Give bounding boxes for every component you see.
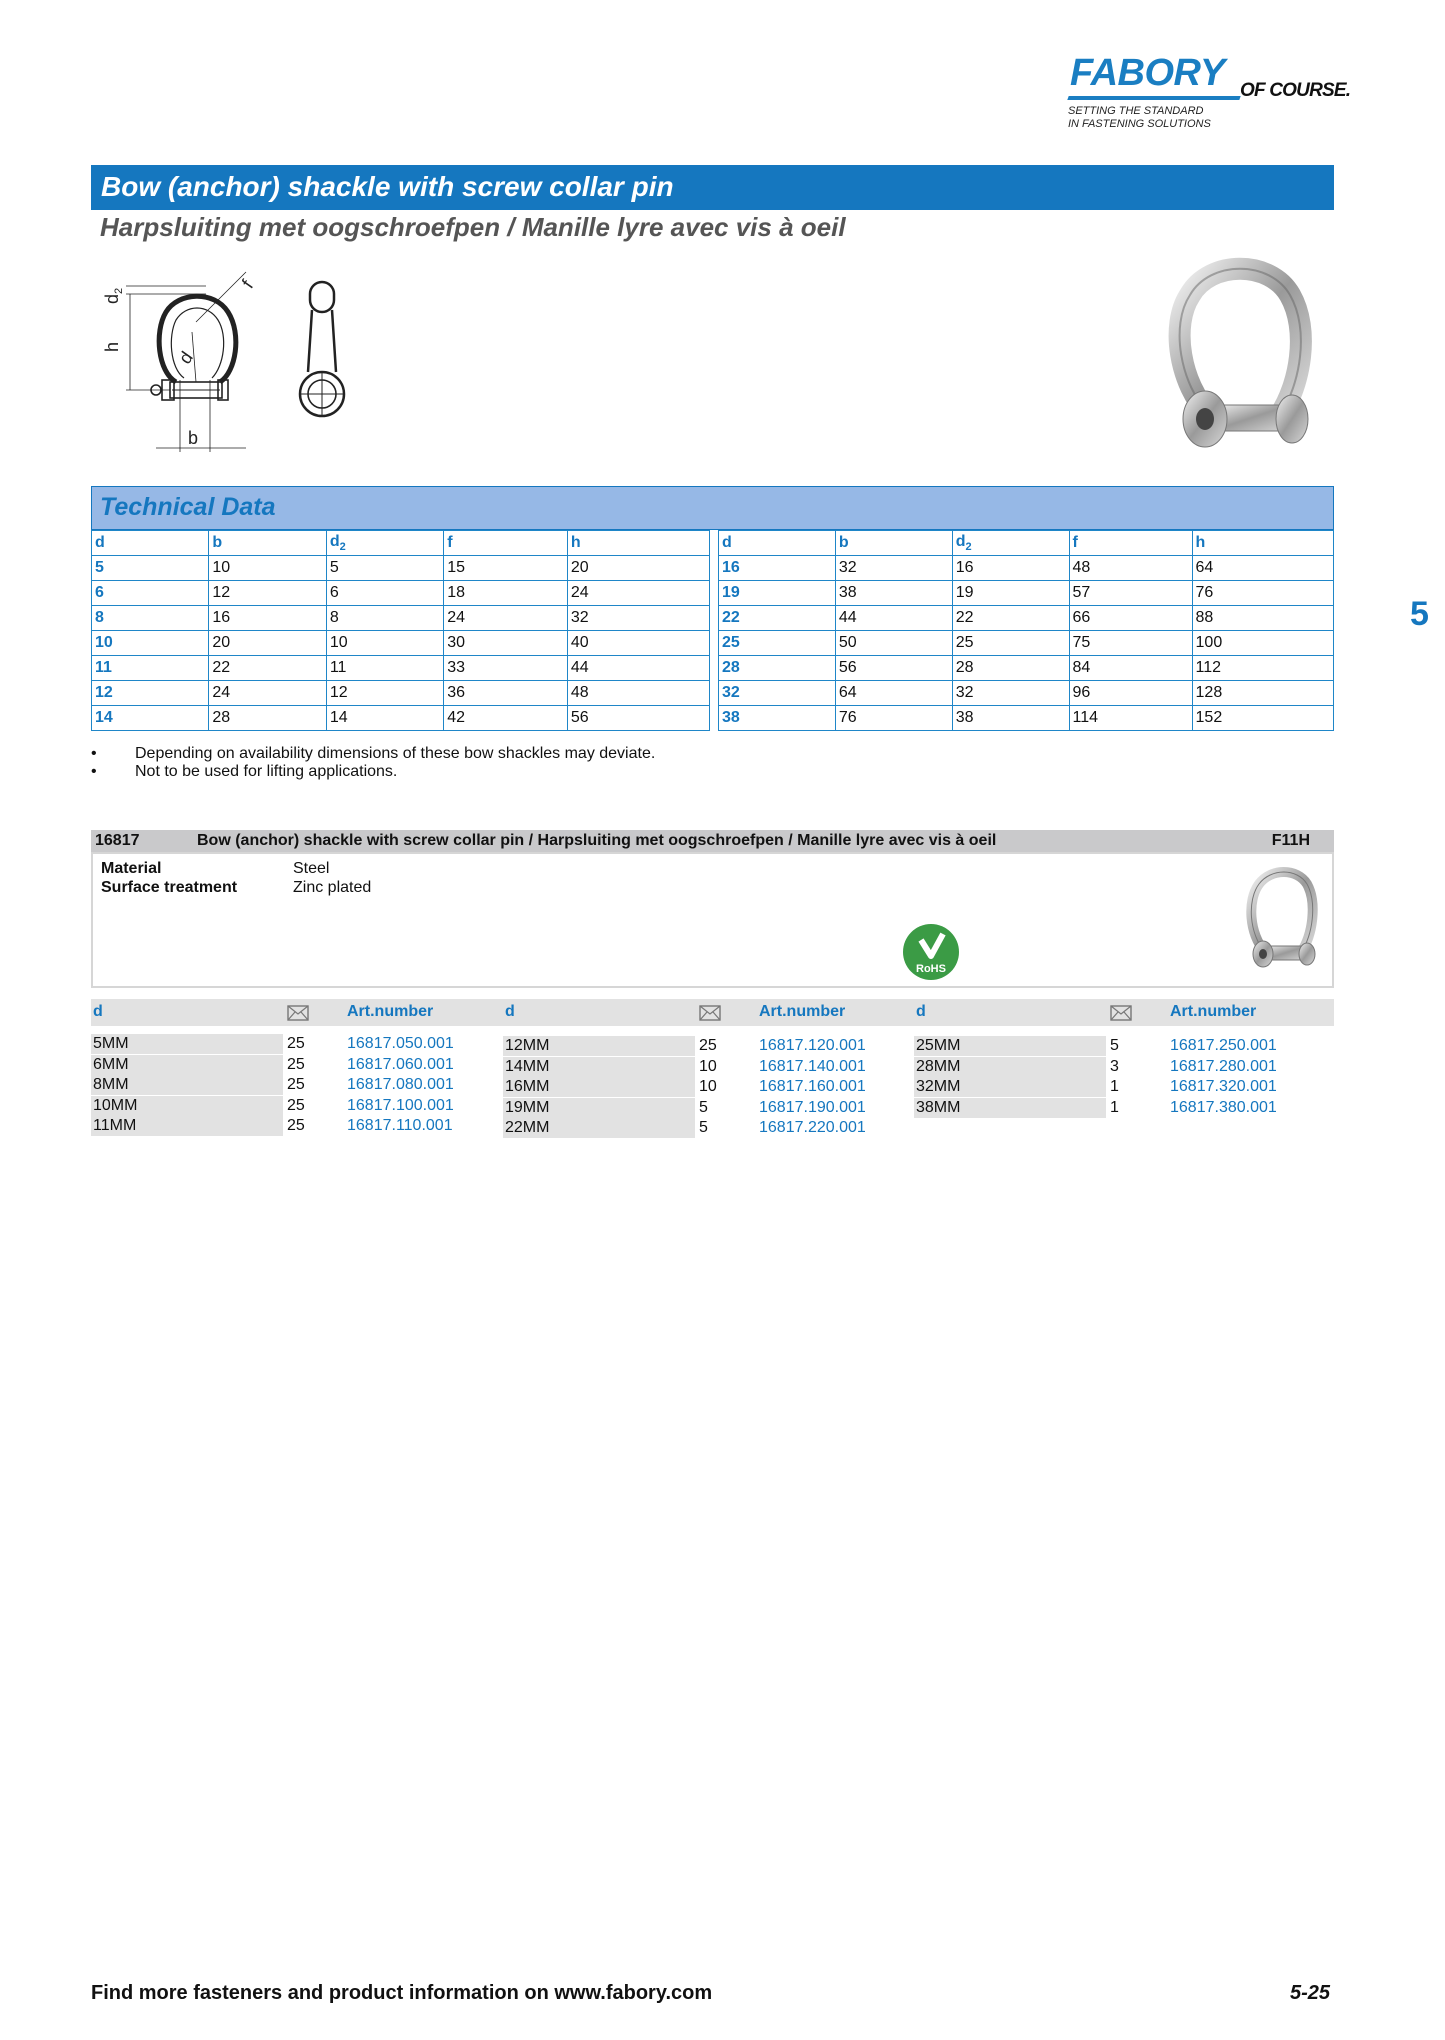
technical-data-header: Technical Data [91, 486, 1334, 530]
table-cell: 12 [209, 581, 326, 606]
column-header: $d_2$ [326, 531, 443, 556]
table-cell: 18 [444, 581, 568, 606]
article-number-link[interactable]: 16817.140.001 [759, 1057, 866, 1075]
table-row [92, 681, 710, 706]
article-number-link[interactable]: 16817.100.001 [347, 1096, 454, 1114]
table-cell: 152 [1192, 706, 1333, 731]
table-row [92, 606, 710, 631]
article-number-link[interactable]: 16817.380.001 [1170, 1098, 1277, 1116]
table-cell: 28 [952, 656, 1069, 681]
page-subtitle: Harpsluiting met oogschroefpen / Manille lyre avec vis à oeil [100, 212, 846, 242]
product-info-box [91, 852, 1334, 988]
drawing-label-f: f [237, 276, 258, 292]
article-quantity: 5 [1110, 1037, 1119, 1054]
technical-table-left [91, 530, 710, 731]
table-cell: 56 [567, 706, 709, 731]
column-header: $d_2$ [952, 531, 1069, 556]
table-cell: 6 [92, 581, 209, 606]
article-number-link[interactable]: 16817.110.001 [347, 1117, 453, 1135]
column-header: f [1069, 531, 1192, 556]
table-cell: 10 [326, 631, 443, 656]
table-cell: 12 [92, 681, 209, 706]
envelope-icon [287, 1005, 309, 1021]
article-number-link[interactable]: 16817.320.001 [1170, 1078, 1277, 1096]
table-row [92, 706, 710, 731]
drawing-label-d: d [174, 347, 197, 368]
table-cell: 76 [1192, 581, 1333, 606]
product-ref: F11H [1271, 832, 1310, 849]
article-quantity: 3 [1110, 1057, 1119, 1075]
article-number-link[interactable]: 16817.060.001 [347, 1055, 454, 1073]
article-size: 28MM [914, 1057, 1106, 1077]
table-cell: 22 [952, 606, 1069, 631]
table-header-row [92, 531, 710, 556]
article-number-link[interactable]: 16817.160.001 [759, 1078, 866, 1096]
article-size: 22MM [503, 1118, 695, 1138]
table-cell: 30 [444, 631, 568, 656]
article-size: 5MM [91, 1034, 283, 1054]
table-row [719, 656, 1334, 681]
table-cell: 25 [952, 631, 1069, 656]
table-cell: 128 [1192, 681, 1333, 706]
table-cell: 36 [444, 681, 568, 706]
notes-list [91, 745, 655, 781]
table-cell: 25 [719, 631, 836, 656]
table-cell: 38 [719, 706, 836, 731]
article-size: 38MM [914, 1098, 1106, 1118]
table-cell: 88 [1192, 606, 1333, 631]
table-row [719, 631, 1334, 656]
article-size: 6MM [91, 1055, 283, 1075]
table-cell: 11 [326, 656, 443, 681]
table-row [92, 556, 710, 581]
table-cell: 48 [567, 681, 709, 706]
note-item: • Not to be used for lifting applications. [91, 763, 398, 780]
table-row [92, 656, 710, 681]
table-cell: 38 [952, 706, 1069, 731]
article-header-number: Art.number [1170, 1003, 1257, 1020]
article-header-d: d [93, 1003, 103, 1020]
article-quantity: 25 [287, 1076, 305, 1094]
table-cell: 19 [719, 581, 836, 606]
table-cell: 28 [719, 656, 836, 681]
column-header: f [444, 531, 568, 556]
table-cell: 40 [567, 631, 709, 656]
article-size: 19MM [503, 1098, 695, 1118]
logo-slogan: OF COURSE. [1240, 80, 1351, 101]
table-cell: 10 [209, 556, 326, 581]
article-header-d: d [505, 1003, 515, 1020]
article-size: 11MM [91, 1116, 283, 1136]
table-cell: 22 [209, 656, 326, 681]
table-cell: 76 [835, 706, 952, 731]
shackle-technical-drawing [96, 262, 386, 462]
table-row [719, 606, 1334, 631]
article-size: 32MM [914, 1077, 1106, 1097]
table-cell: 66 [1069, 606, 1192, 631]
table-cell: 19 [952, 581, 1069, 606]
article-quantity: 25 [287, 1117, 305, 1135]
article-number-link[interactable]: 16817.280.001 [1170, 1057, 1277, 1075]
table-cell: 5 [326, 556, 443, 581]
table-cell: 32 [835, 556, 952, 581]
table-cell: 6 [326, 581, 443, 606]
table-cell: 64 [835, 681, 952, 706]
article-quantity: 25 [287, 1055, 305, 1073]
table-cell: 28 [209, 706, 326, 731]
table-cell: 20 [209, 631, 326, 656]
table-cell: 100 [1192, 631, 1333, 656]
table-cell: 24 [444, 606, 568, 631]
table-cell: 14 [326, 706, 443, 731]
column-header: b [835, 531, 952, 556]
article-size: 16MM [503, 1077, 695, 1097]
drawing-label-b: b [188, 428, 199, 448]
table-row [719, 681, 1334, 706]
shackle-thumbnail [1243, 864, 1323, 976]
table-row [719, 581, 1334, 606]
article-size: 25MM [914, 1036, 1106, 1056]
table-cell: 57 [1069, 581, 1192, 606]
article-quantity: 25 [287, 1096, 305, 1114]
table-cell: 14 [92, 706, 209, 731]
logo-brand: FABORY [1070, 52, 1225, 94]
section-number: 5 [1410, 595, 1429, 633]
article-quantity: 10 [699, 1057, 717, 1075]
fabory-logo [1064, 52, 1364, 132]
column-header: h [567, 531, 709, 556]
product-code: 16817 [95, 832, 140, 849]
table-cell: 32 [567, 606, 709, 631]
table-cell: 8 [92, 606, 209, 631]
table-cell: 38 [835, 581, 952, 606]
table-cell: 20 [567, 556, 709, 581]
article-number-link[interactable]: 16817.120.001 [759, 1037, 866, 1054]
table-cell: 32 [719, 681, 836, 706]
article-quantity: 10 [699, 1078, 717, 1096]
article-number-link[interactable]: 16817.190.001 [759, 1098, 866, 1116]
product-header-bar [91, 830, 1334, 852]
article-number-link[interactable]: 16817.220.001 [759, 1119, 866, 1137]
table-cell: 15 [444, 556, 568, 581]
article-header-number: Art.number [347, 1003, 434, 1020]
envelope-icon [699, 1005, 721, 1021]
table-cell: 44 [835, 606, 952, 631]
table-cell: 8 [326, 606, 443, 631]
svg-text:RoHS: RoHS [916, 963, 946, 975]
table-row [719, 706, 1334, 731]
envelope-icon [1110, 1005, 1132, 1021]
shackle-photo [1160, 255, 1330, 465]
article-quantity: 5 [699, 1098, 708, 1116]
table-cell: 50 [835, 631, 952, 656]
table-cell: 64 [1192, 556, 1333, 581]
article-quantity: 5 [699, 1119, 708, 1137]
page-number: 5-25 [1290, 1982, 1331, 2004]
table-cell: 22 [719, 606, 836, 631]
article-quantity: 1 [1110, 1078, 1119, 1096]
material-label: Material [101, 860, 162, 877]
column-header: d [719, 531, 836, 556]
table-cell: 10 [92, 631, 209, 656]
column-header: b [209, 531, 326, 556]
table-cell: 16 [719, 556, 836, 581]
surface-label: Surface treatment [101, 879, 238, 896]
article-number-link[interactable]: 16817.050.001 [347, 1035, 454, 1052]
table-row [92, 581, 710, 606]
table-cell: 12 [326, 681, 443, 706]
column-header: d [92, 531, 209, 556]
table-cell: 5 [92, 556, 209, 581]
table-cell: 33 [444, 656, 568, 681]
surface-value: Zinc plated [293, 879, 372, 896]
page-title: Bow (anchor) shackle with screw collar pin [91, 165, 1334, 210]
article-size: 8MM [91, 1075, 283, 1095]
table-cell: 16 [952, 556, 1069, 581]
article-header-d: d [916, 1003, 926, 1020]
table-cell: 16 [209, 606, 326, 631]
product-description: Bow (anchor) shackle with screw collar pin / Harpsluiting met oogschroefpen / Manille lyre avec vis à oeil [197, 832, 997, 849]
table-cell: 24 [567, 581, 709, 606]
article-size: 10MM [91, 1096, 283, 1116]
table-cell: 96 [1069, 681, 1192, 706]
article-quantity: 25 [287, 1035, 305, 1052]
table-cell: 114 [1069, 706, 1192, 731]
article-quantity: 1 [1110, 1098, 1119, 1116]
logo-tagline-line1: SETTING THE STANDARD [1068, 105, 1204, 117]
article-quantity: 25 [699, 1037, 717, 1054]
table-cell: 48 [1069, 556, 1192, 581]
drawing-label-d2: $d_2$ [102, 287, 125, 304]
logo-tagline-line2: IN FASTENING SOLUTIONS [1068, 118, 1211, 130]
footer-text: Find more fasteners and product information on www.fabory.com [91, 1982, 713, 2004]
table-cell: 32 [952, 681, 1069, 706]
table-cell: 56 [835, 656, 952, 681]
article-size: 12MM [503, 1036, 695, 1056]
table-header-row [719, 531, 1334, 556]
table-cell: 42 [444, 706, 568, 731]
article-header-number: Art.number [759, 1003, 846, 1020]
table-row [719, 556, 1334, 581]
table-cell: 84 [1069, 656, 1192, 681]
table-cell: 112 [1192, 656, 1333, 681]
column-header: h [1192, 531, 1333, 556]
table-cell: 44 [567, 656, 709, 681]
rohs-icon [901, 922, 961, 982]
table-cell: 75 [1069, 631, 1192, 656]
article-number-link[interactable]: 16817.250.001 [1170, 1037, 1277, 1054]
technical-table-right [718, 530, 1334, 731]
drawing-label-h: h [102, 341, 122, 352]
material-value: Steel [293, 860, 330, 877]
note-item: • Depending on availability dimensions of these bow shackles may deviate. [91, 745, 656, 762]
logo-underline [1067, 96, 1240, 100]
article-number-link[interactable]: 16817.080.001 [347, 1076, 454, 1094]
table-cell: 11 [92, 656, 209, 681]
table-cell: 24 [209, 681, 326, 706]
table-row [92, 631, 710, 656]
article-size: 14MM [503, 1057, 695, 1077]
